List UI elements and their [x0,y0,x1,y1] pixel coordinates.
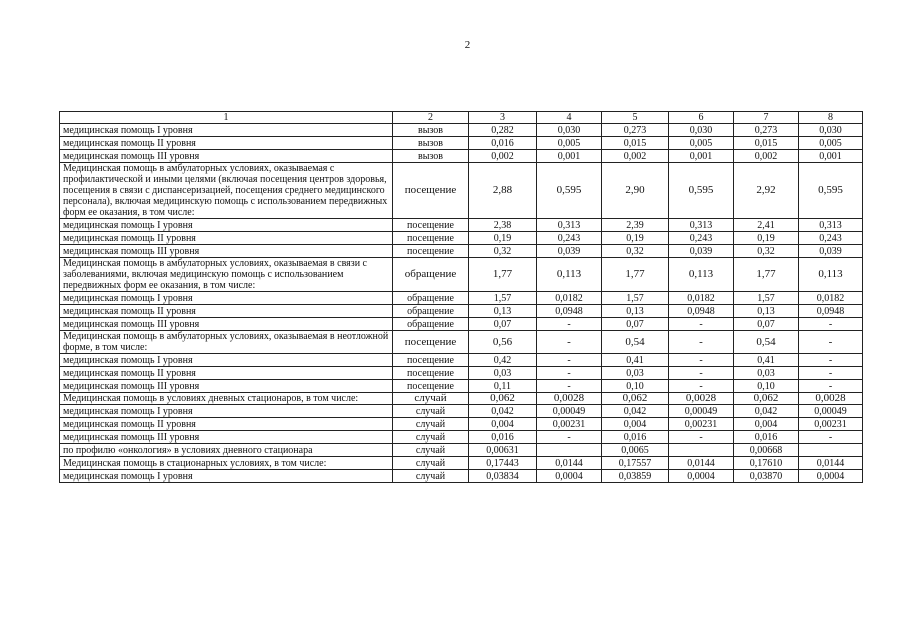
table-row [60,245,863,258]
unit-cell: случай [393,405,469,418]
value-cell: - [669,331,734,354]
value-cell: 0,56 [469,331,537,354]
table-row [60,258,863,292]
value-cell: - [799,431,863,444]
value-cell: 0,00049 [537,405,602,418]
value-cell: 0,0144 [669,457,734,470]
table-row [60,380,863,393]
value-cell: 0,030 [799,124,863,137]
value-cell: - [669,431,734,444]
indicator-name-cell: медицинская помощь II уровня [60,305,393,318]
value-cell: - [799,354,863,367]
value-cell: 1,57 [469,292,537,305]
value-cell: 0,042 [469,405,537,418]
volume-norms-table [59,111,863,483]
value-cell: 1,57 [734,292,799,305]
indicator-name-cell: медицинская помощь III уровня [60,380,393,393]
value-cell: 0,00231 [537,418,602,431]
value-cell: - [799,318,863,331]
value-cell: 0,32 [602,245,669,258]
value-cell: 0,32 [734,245,799,258]
unit-cell: вызов [393,150,469,163]
value-cell: 0,243 [799,232,863,245]
value-cell: 0,10 [734,380,799,393]
col-header: 3 [469,112,537,124]
value-cell: 0,00231 [669,418,734,431]
value-cell: 2,39 [602,219,669,232]
value-cell: 0,13 [602,305,669,318]
unit-cell: случай [393,418,469,431]
value-cell: - [799,367,863,380]
value-cell: 0,00049 [799,405,863,418]
value-cell: 0,005 [537,137,602,150]
value-cell: 0,0065 [602,444,669,457]
value-cell: 0,243 [537,232,602,245]
value-cell [799,444,863,457]
value-cell: 0,062 [734,393,799,405]
value-cell: - [537,380,602,393]
value-cell: 0,19 [469,232,537,245]
indicator-name-cell: медицинская помощь III уровня [60,431,393,444]
indicator-name-cell: медицинская помощь III уровня [60,245,393,258]
value-cell: 0,002 [602,150,669,163]
value-cell: 0,001 [799,150,863,163]
indicator-name-cell: Медицинская помощь в амбулаторных условиях, оказываемая в связи с заболеваниями, включая медицинскую помощь с использованием передвижных форм ее оказания, в том числе: [60,258,393,292]
col-header: 6 [669,112,734,124]
value-cell: 0,03859 [602,470,669,483]
indicator-name-cell: медицинская помощь II уровня [60,367,393,380]
unit-cell: посещение [393,245,469,258]
indicator-name-cell: Медицинская помощь в амбулаторных условиях, оказываемая в неотложной форме, в том числе: [60,331,393,354]
unit-cell: посещение [393,331,469,354]
value-cell: 0,313 [669,219,734,232]
value-cell: 0,0004 [799,470,863,483]
indicator-name-cell: медицинская помощь III уровня [60,150,393,163]
table-row [60,150,863,163]
value-cell: 0,41 [734,354,799,367]
unit-cell: посещение [393,354,469,367]
value-cell: 0,039 [537,245,602,258]
value-cell: 0,07 [469,318,537,331]
indicator-name-cell: по профилю «онкология» в условиях дневного стационара [60,444,393,457]
value-cell: 0,00231 [799,418,863,431]
unit-cell: обращение [393,305,469,318]
indicator-name-cell: Медицинская помощь в амбулаторных условиях, оказываемая с профилактической и иными целями (включая посещения центров здоровья, посещения в связи с диспансеризацией, посещения среднего медицинского персонала), включая медицинскую помощь с использованием передвижных форм ее оказания, в том числе: [60,163,393,219]
indicator-name-cell: Медицинская помощь в условиях дневных стационаров, в том числе: [60,393,393,405]
value-cell: 0,54 [602,331,669,354]
value-cell: 0,042 [602,405,669,418]
value-cell: 0,113 [669,258,734,292]
table-row [60,470,863,483]
indicator-name-cell: медицинская помощь II уровня [60,418,393,431]
unit-cell: посещение [393,232,469,245]
value-cell [669,444,734,457]
table-row [60,232,863,245]
unit-cell: случай [393,457,469,470]
value-cell: 2,92 [734,163,799,219]
col-header: 4 [537,112,602,124]
value-cell: 0,0948 [799,305,863,318]
value-cell: 0,03 [602,367,669,380]
value-cell: 1,77 [469,258,537,292]
value-cell: 0,113 [799,258,863,292]
value-cell: 0,54 [734,331,799,354]
table-row [60,354,863,367]
unit-cell: посещение [393,380,469,393]
table-row [60,163,863,219]
value-cell: 0,10 [602,380,669,393]
table-body [60,124,863,483]
value-cell: - [537,431,602,444]
value-cell: 0,0028 [799,393,863,405]
table-row [60,444,863,457]
value-cell: 0,42 [469,354,537,367]
value-cell: 0,32 [469,245,537,258]
value-cell: 0,0182 [799,292,863,305]
value-cell: 0,005 [669,137,734,150]
value-cell: 0,19 [734,232,799,245]
value-cell: - [799,380,863,393]
value-cell: 0,030 [669,124,734,137]
value-cell: 0,07 [734,318,799,331]
value-cell: 0,016 [734,431,799,444]
table-row [60,305,863,318]
value-cell: 0,13 [469,305,537,318]
value-cell: - [669,318,734,331]
page-number: 2 [464,39,471,51]
table-row [60,457,863,470]
value-cell: 0,03 [734,367,799,380]
indicator-name-cell: медицинская помощь I уровня [60,219,393,232]
indicator-name-cell: медицинская помощь I уровня [60,354,393,367]
value-cell: - [669,380,734,393]
table-row [60,405,863,418]
col-header: 8 [799,112,863,124]
value-cell: 0,17443 [469,457,537,470]
value-cell: 0,042 [734,405,799,418]
value-cell: 0,00631 [469,444,537,457]
value-cell: 0,0182 [669,292,734,305]
table-row [60,418,863,431]
value-cell: 0,001 [669,150,734,163]
value-cell: - [537,367,602,380]
value-cell: 0,0028 [669,393,734,405]
value-cell: 0,015 [602,137,669,150]
value-cell: 0,17557 [602,457,669,470]
value-cell: - [537,318,602,331]
unit-cell: случай [393,444,469,457]
indicator-name-cell: медицинская помощь I уровня [60,470,393,483]
table-row [60,367,863,380]
table-row [60,124,863,137]
value-cell: 0,113 [537,258,602,292]
value-cell: 0,595 [669,163,734,219]
unit-cell: посещение [393,219,469,232]
value-cell: 0,03870 [734,470,799,483]
table-row [60,292,863,305]
value-cell: - [669,354,734,367]
col-header: 2 [393,112,469,124]
value-cell: 0,00668 [734,444,799,457]
value-cell: - [669,367,734,380]
value-cell: 0,004 [734,418,799,431]
value-cell: 0,001 [537,150,602,163]
value-cell: 0,002 [469,150,537,163]
value-cell: 0,0144 [799,457,863,470]
value-cell: 0,004 [469,418,537,431]
value-cell: 0,595 [799,163,863,219]
indicator-name-cell: медицинская помощь II уровня [60,232,393,245]
value-cell: 0,004 [602,418,669,431]
unit-cell: случай [393,431,469,444]
value-cell: 2,38 [469,219,537,232]
value-cell: 0,282 [469,124,537,137]
unit-cell: посещение [393,367,469,380]
unit-cell: обращение [393,318,469,331]
value-cell: 0,030 [537,124,602,137]
value-cell: 0,41 [602,354,669,367]
value-cell: 0,0028 [537,393,602,405]
unit-cell: обращение [393,292,469,305]
value-cell: 0,016 [469,431,537,444]
col-header: 1 [60,112,393,124]
value-cell: 0,0004 [669,470,734,483]
value-cell: 0,015 [734,137,799,150]
table-row [60,331,863,354]
value-cell: 0,039 [799,245,863,258]
header-row [60,112,863,124]
value-cell: 0,0182 [537,292,602,305]
value-cell: 0,005 [799,137,863,150]
value-cell: 1,57 [602,292,669,305]
indicator-name-cell: медицинская помощь I уровня [60,405,393,418]
unit-cell: посещение [393,163,469,219]
indicator-name-cell: Медицинская помощь в стационарных условиях, в том числе: [60,457,393,470]
indicator-name-cell: медицинская помощь III уровня [60,318,393,331]
table-row [60,431,863,444]
value-cell: 0,0948 [669,305,734,318]
value-cell: 2,41 [734,219,799,232]
value-cell [537,444,602,457]
value-cell: 0,039 [669,245,734,258]
value-cell: 0,313 [799,219,863,232]
value-cell: - [537,354,602,367]
value-cell: 0,002 [734,150,799,163]
value-cell: 0,07 [602,318,669,331]
value-cell: 0,016 [602,431,669,444]
value-cell: 0,0144 [537,457,602,470]
value-cell: 0,0948 [537,305,602,318]
indicator-name-cell: медицинская помощь II уровня [60,137,393,150]
unit-cell: вызов [393,137,469,150]
unit-cell: случай [393,470,469,483]
value-cell: - [799,331,863,354]
value-cell: 0,03 [469,367,537,380]
value-cell: 0,243 [669,232,734,245]
value-cell: 0,19 [602,232,669,245]
value-cell: 0,273 [602,124,669,137]
value-cell: 2,90 [602,163,669,219]
unit-cell: обращение [393,258,469,292]
value-cell: 0,273 [734,124,799,137]
value-cell: 0,0004 [537,470,602,483]
value-cell: 0,00049 [669,405,734,418]
value-cell: 0,062 [602,393,669,405]
value-cell: - [537,331,602,354]
value-cell: 0,313 [537,219,602,232]
value-cell: 1,77 [602,258,669,292]
table-row [60,219,863,232]
table-row [60,318,863,331]
value-cell: 0,17610 [734,457,799,470]
indicator-name-cell: медицинская помощь I уровня [60,292,393,305]
indicator-name-cell: медицинская помощь I уровня [60,124,393,137]
table-row [60,137,863,150]
col-header: 5 [602,112,669,124]
value-cell: 0,11 [469,380,537,393]
value-cell: 0,03834 [469,470,537,483]
table-row [60,393,863,405]
value-cell: 0,016 [469,137,537,150]
value-cell: 0,595 [537,163,602,219]
col-header: 7 [734,112,799,124]
value-cell: 1,77 [734,258,799,292]
value-cell: 0,062 [469,393,537,405]
unit-cell: вызов [393,124,469,137]
value-cell: 0,13 [734,305,799,318]
value-cell: 2,88 [469,163,537,219]
unit-cell: случай [393,393,469,405]
